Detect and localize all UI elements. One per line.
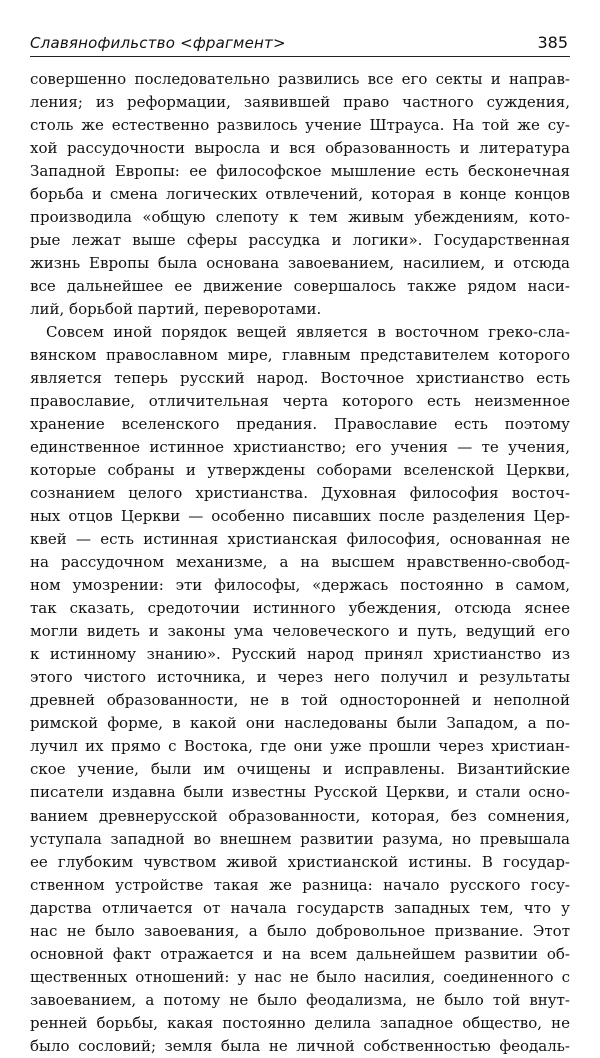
- text-line: могли видеть и законы ума человеческого и путь, ведущий его: [30, 622, 570, 641]
- text-line: ское учение, были им очищены и исправлены. Византийские: [30, 760, 570, 779]
- text-line: православие, отличительная черта которого есть неизменное: [30, 392, 570, 411]
- text-line: сознанием целого христианства. Духовная философия восточ-: [30, 484, 570, 503]
- text-line: Совсем иной порядок вещей является в восточном греко-сла-: [46, 323, 570, 342]
- text-line: нас не было завоевания, а было добровольное призвание. Этот: [30, 921, 570, 940]
- text-line: производила «общую слепоту к тем живым убеждениям, кото-: [30, 208, 570, 227]
- page-number: 385: [537, 33, 568, 52]
- text-line: вянском православном мире, главным представителем которого: [30, 346, 570, 365]
- text-line: ренней борьбы, какая постоянно делила западное общество, не: [30, 1013, 570, 1032]
- text-line: к истинному знанию». Русский народ принял христианство из: [30, 645, 570, 664]
- text-line: ванием древнерусской образованности, которая, без сомнения,: [30, 806, 570, 825]
- text-line: лучил их прямо с Востока, где они уже прошли через христиан-: [30, 737, 570, 756]
- paragraph: [30, 321, 570, 1058]
- text-line: ственном устройстве такая же разница: начало русского госу-: [30, 875, 570, 894]
- text-line: завоеванием, а потому не было феодализма, не было той внут-: [30, 990, 570, 1009]
- text-line: этого чистого источника, и через него получил и результаты: [30, 668, 570, 687]
- running-header: [30, 28, 570, 57]
- text-line: ном умозрении: эти философы, «держась постоянно в самом,: [30, 576, 570, 595]
- text-line: совершенно последовательно развились все его секты и направ-: [30, 70, 570, 88]
- text-line: было сословий; земля была не личной собственностью феодаль-: [30, 1036, 570, 1055]
- text-line: так сказать, средоточии истинного убеждения, отсюда яснее: [30, 599, 570, 618]
- text-line: Западной Европы: ее философское мышление есть бесконечная: [30, 162, 570, 181]
- text-line: которые собраны и утверждены соборами вселенской Церкви,: [30, 461, 570, 480]
- text-line: уступала западной во внешнем развитии разума, но превышала: [30, 829, 570, 848]
- text-line: ее глубоким чувством живой христианской истины. В государ-: [30, 852, 570, 871]
- text-line: хранение вселенского предания. Православие есть поэтому: [30, 415, 570, 434]
- text-line: древней образованности, не в той односторонней и неполной: [30, 691, 570, 710]
- paragraph: [30, 68, 570, 321]
- text-line: ных отцов Церкви — особенно писавших после разделения Цер-: [30, 507, 570, 526]
- text-line: щественных отношений: у нас не было насилия, соединенного с: [30, 967, 570, 986]
- running-title: Славянофильство <фрагмент>: [30, 34, 286, 52]
- text-line: квей — есть истинная христианская философия, основанная не: [30, 530, 570, 549]
- text-line: столь же естественно развилось учение Штрауса. На той же су-: [30, 116, 570, 135]
- text-line: лий, борьбой партий, переворотами.: [30, 300, 322, 319]
- body-text: [30, 68, 570, 1058]
- text-line: на рассудочном механизме, а на высшем нравственно-свобод-: [30, 553, 570, 572]
- text-line: единственное истинное христианство; его учения — те учения,: [30, 438, 570, 457]
- text-line: римской форме, в какой они наследованы были Западом, а по-: [30, 714, 570, 733]
- text-line: борьба и смена логических отвлечений, которая в конце концов: [30, 185, 570, 204]
- text-line: основной факт отражается и на всем дальнейшем развитии об-: [30, 944, 570, 963]
- text-line: все дальнейшее ее движение совершалось также рядом наси-: [30, 277, 570, 296]
- text-line: писатели издавна были известны Русской Церкви, и стали осно-: [30, 783, 570, 802]
- text-line: дарства отличается от начала государств западных тем, что у: [30, 898, 570, 917]
- text-line: жизнь Европы была основана завоеванием, насилием, и отсюда: [30, 254, 570, 273]
- text-line: является теперь русский народ. Восточное христианство есть: [30, 369, 570, 388]
- text-line: рые лежат выше сферы рассудка и логики». Государственная: [30, 231, 570, 250]
- text-line: ления; из реформации, заявившей право частного суждения,: [30, 93, 570, 112]
- text-line: хой рассудочности выросла и вся образованность и литература: [30, 139, 570, 158]
